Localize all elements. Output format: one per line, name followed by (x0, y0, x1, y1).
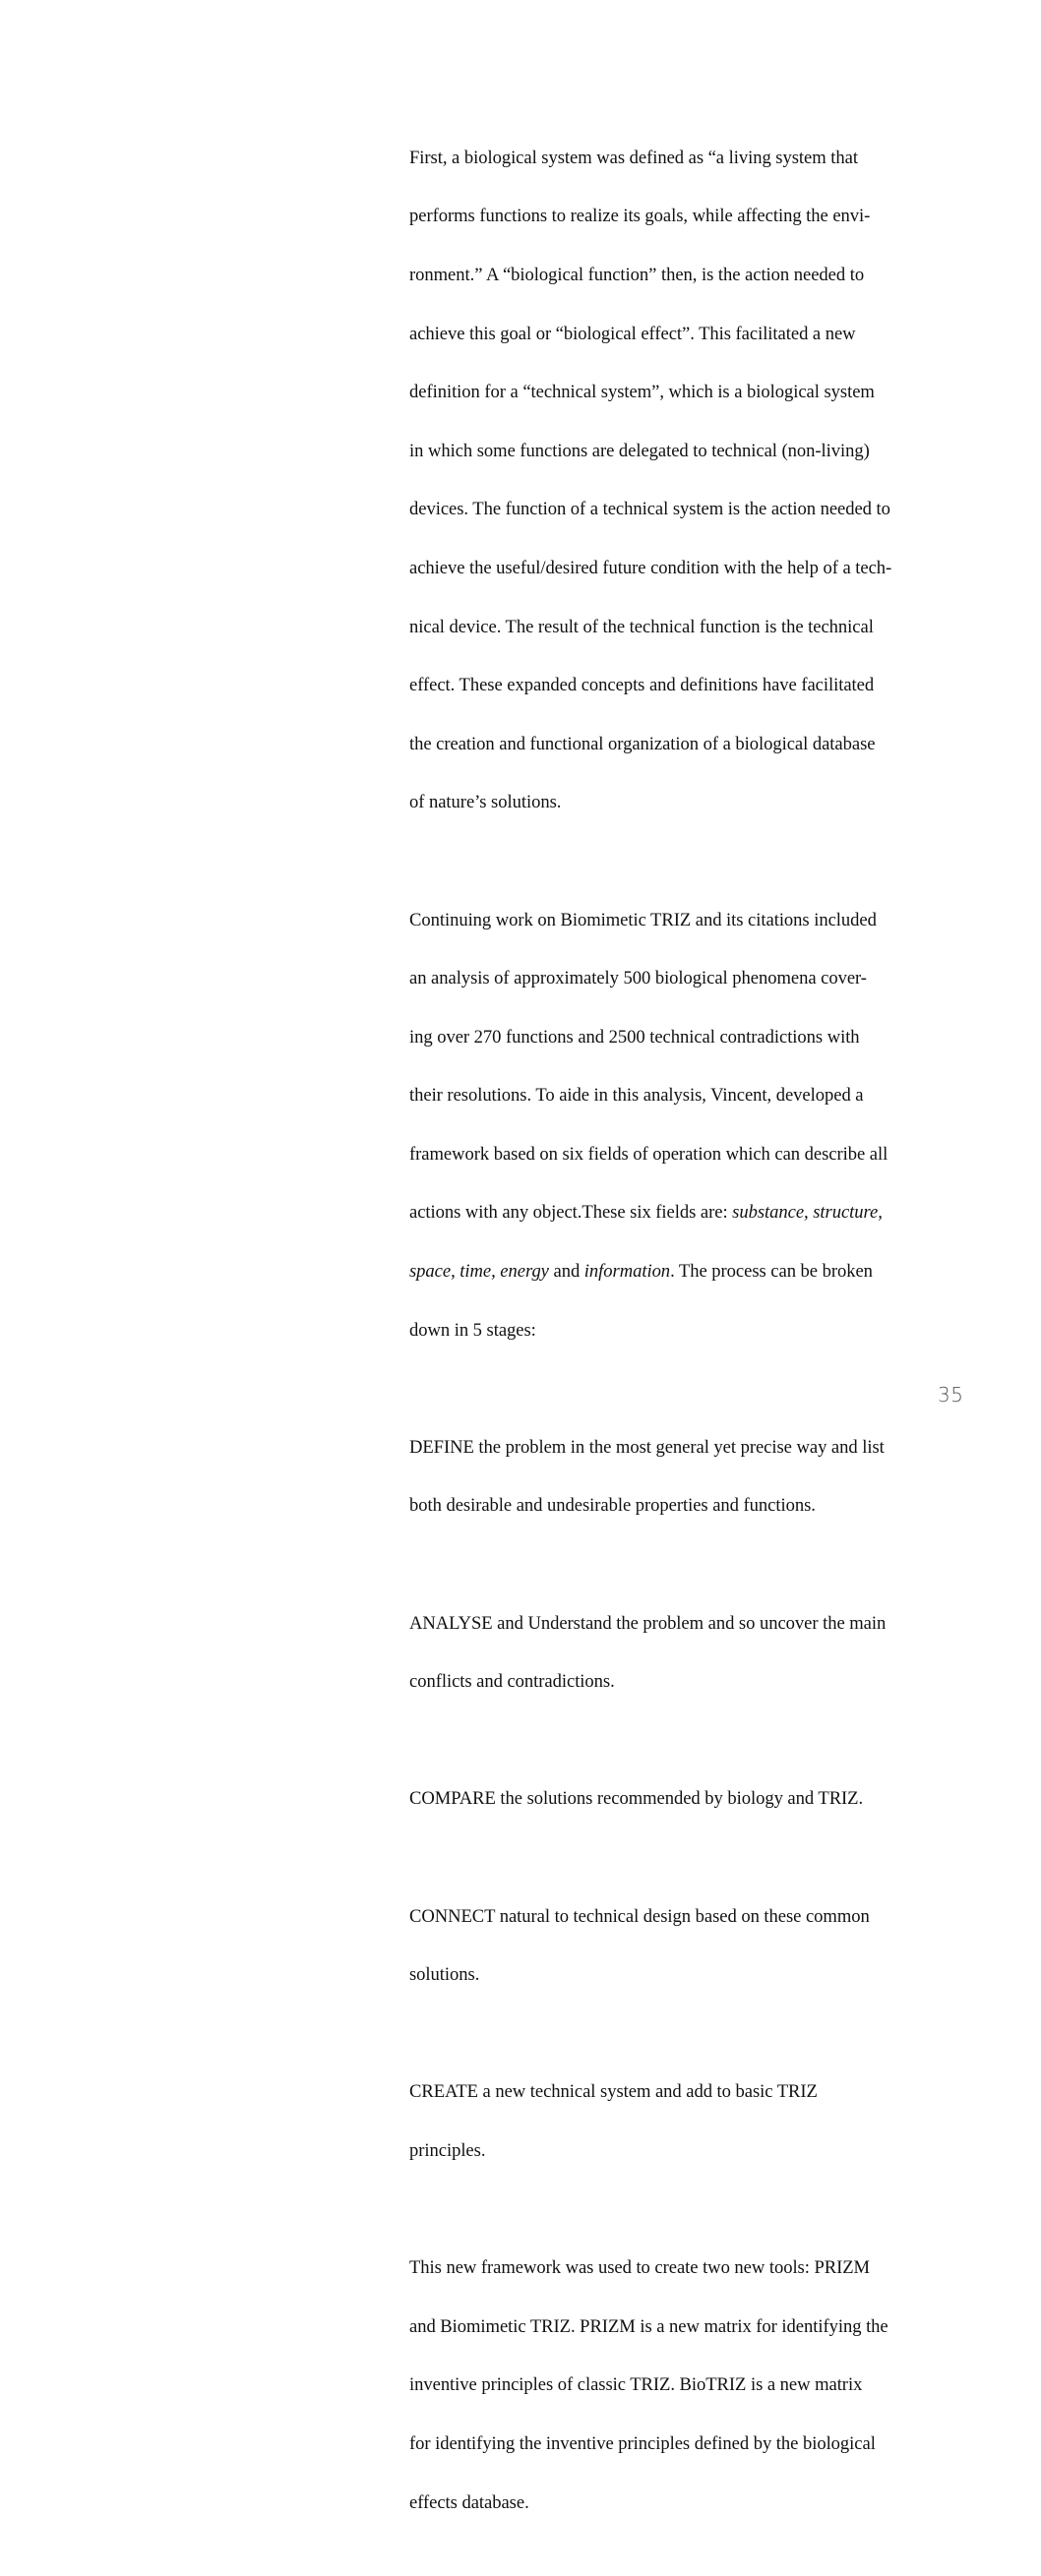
text-line: principles. (409, 2139, 486, 2161)
paragraph-biological-system (409, 114, 941, 847)
text-line: ronment.” A “biological function” then, is the action needed to (409, 264, 865, 285)
text-line: CREATE a new technical system and add to basic TRIZ (409, 2081, 818, 2103)
page-number: 35 (938, 1383, 964, 1407)
stage-analyse (409, 1580, 941, 1726)
text-line: nical device. The result of the technical function is the technical (409, 616, 874, 637)
text-line: DEFINE the problem in the most general yet precise way and list (409, 1436, 885, 1458)
text-line: conflicts and contradictions. (409, 1671, 615, 1693)
text-line: Continuing work on Biomimetic TRIZ and its citations included (409, 909, 877, 930)
paragraph-biomimetic-triz (409, 876, 941, 1375)
text-line: the creation and functional organization of a biological database (409, 733, 876, 754)
text-line: definition for a “technical system”, which is a biological system (409, 382, 875, 403)
stage-connect (409, 1873, 941, 2019)
text-line: an analysis of approximately 500 biological phenomena cover- (409, 968, 867, 989)
text-line: of nature’s solutions. (409, 792, 562, 813)
text-line: inventive principles of classic TRIZ. BioTRIZ is a new matrix (409, 2374, 863, 2396)
text-segment: actions with any object.These six fields are: (409, 1202, 733, 1224)
text-line: achieve this goal or “biological effect”. This facilitated a new (409, 323, 856, 344)
text-line: COMPARE the solutions recommended by biology and TRIZ. (409, 1788, 864, 1810)
text-line: This new framework was used to create two new tools: PRIZM (409, 2257, 871, 2279)
italic-fields-list: substance, structure, (732, 1202, 883, 1224)
text-line: ANALYSE and Understand the problem and so uncover the main (409, 1612, 887, 1634)
text-line: ing over 270 functions and 2500 technical contradictions with (409, 1026, 860, 1048)
text-line: effect. These expanded concepts and definitions have facilitated (409, 675, 875, 696)
stage-define (409, 1404, 941, 1550)
text-segment: . The process can be broken (670, 1261, 873, 1283)
text-line (409, 1198, 941, 1228)
text-line: both desirable and undesirable properties and functions. (409, 1495, 816, 1517)
italic-fields-list: space, time, energy (409, 1261, 549, 1283)
text-line: devices. The function of a technical system is the action needed to (409, 499, 890, 520)
body-text-column (409, 114, 941, 2576)
text-line (409, 1257, 941, 1287)
text-line: solutions. (409, 1964, 480, 1986)
text-line: their resolutions. To aide in this analysis, Vincent, developed a (409, 1085, 864, 1107)
text-line: CONNECT natural to technical design based on these common (409, 1905, 870, 1927)
paragraph-new-tools (409, 2224, 941, 2546)
text-line: effects database. (409, 2491, 529, 2513)
text-line: in which some functions are delegated to technical (non-living) (409, 440, 870, 461)
text-line: framework based on six fields of operation which can describe all (409, 1143, 888, 1165)
text-line: for identifying the inventive principles defined by the biological (409, 2432, 876, 2454)
text-segment: and (548, 1261, 584, 1283)
text-line: and Biomimetic TRIZ. PRIZM is a new matrix for identifying the (409, 2315, 888, 2337)
text-line: down in 5 stages: (409, 1319, 536, 1341)
text-line: performs functions to realize its goals, while affecting the envi- (409, 206, 871, 227)
text-line: First, a biological system was defined as “a living system that (409, 147, 858, 168)
italic-field-information: information (583, 1261, 671, 1283)
text-line: achieve the useful/desired future condition with the help of a tech- (409, 557, 892, 578)
stage-compare (409, 1756, 941, 1843)
stage-create (409, 2049, 941, 2195)
